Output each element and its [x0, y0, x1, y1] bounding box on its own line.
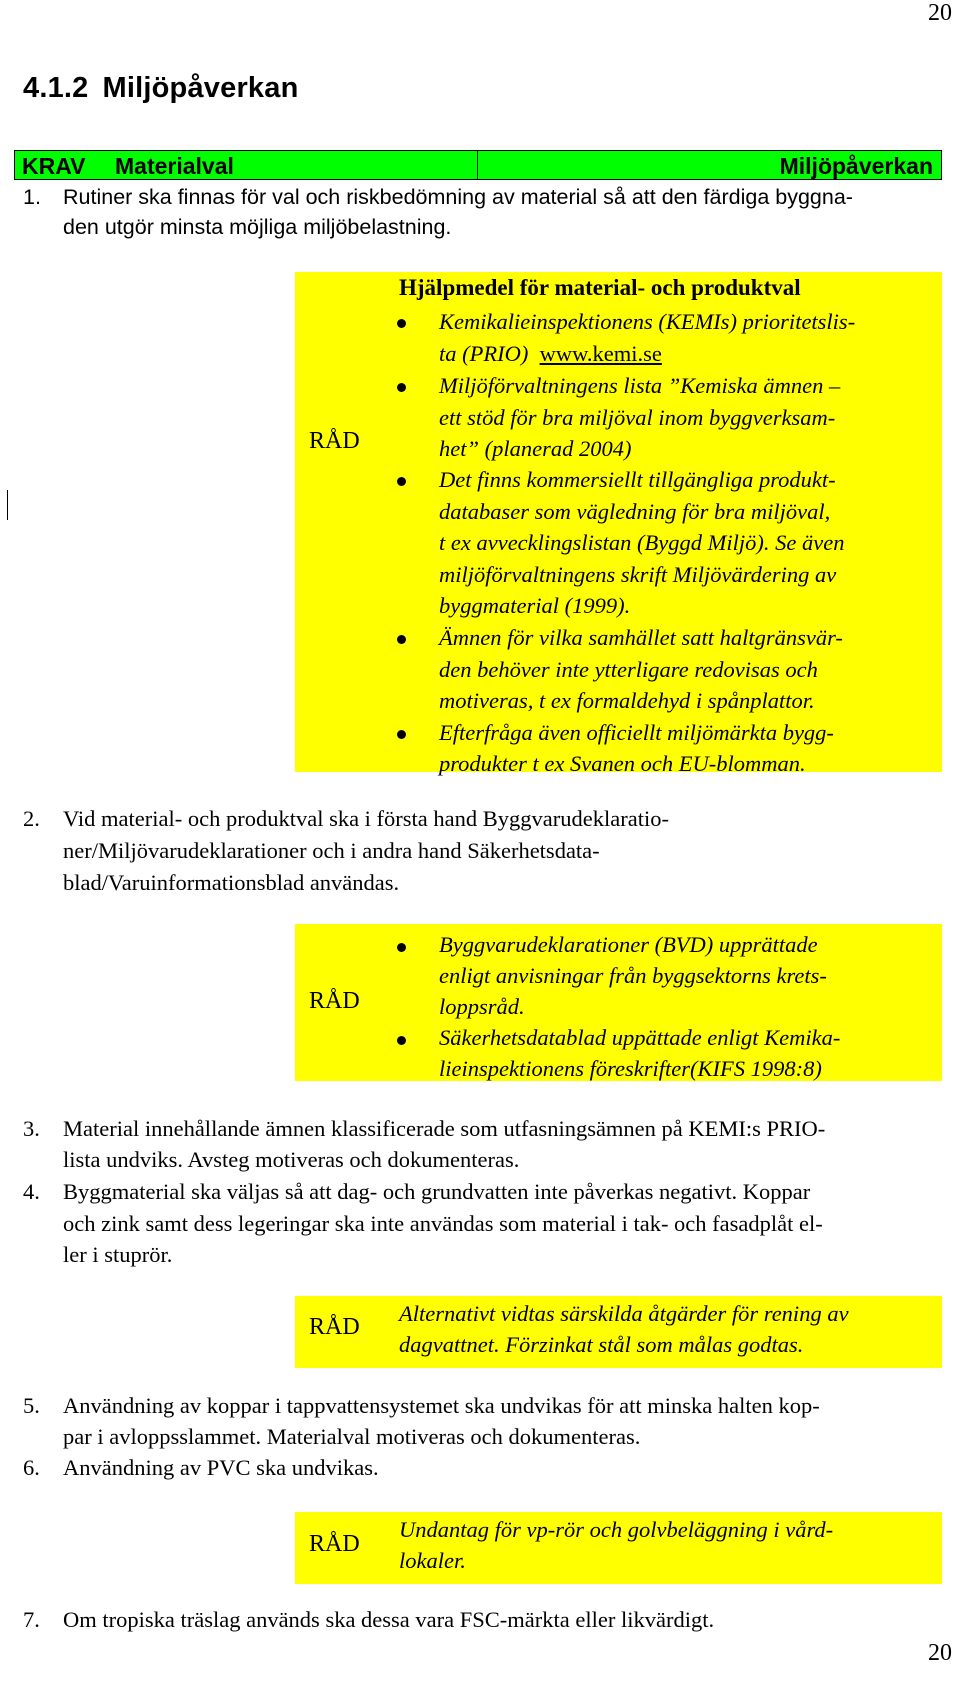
advice-label: RÅD [309, 428, 360, 454]
advice-label: RÅD [309, 1314, 360, 1340]
advice-line: dagvattnet. Förzinkat stål som målas godtas. [399, 1332, 804, 1357]
advice-line: Säkerhetsdatablad uppättade enligt Kemika- [439, 1025, 841, 1050]
item-number: 6. [23, 1455, 40, 1480]
advice-line: databaser som vägledning för bra miljöval, [439, 499, 831, 524]
advice-line: enligt anvisningar från byggsektorns krets- [439, 963, 827, 988]
item-number: 2. [23, 806, 40, 831]
item-number: 3. [23, 1116, 40, 1141]
advice-line: lokaler. [399, 1548, 466, 1573]
item-number: 1. [23, 185, 41, 209]
advice-line: Alternativt vidtas särskilda åtgärder för rening av [399, 1301, 849, 1326]
advice-label: RÅD [309, 1531, 360, 1557]
advice-line: lieinspektionens föreskrifter(KIFS 1998:8) [439, 1056, 822, 1081]
krav-divider [477, 151, 478, 179]
bullet-icon [397, 943, 406, 952]
item-line: blad/Varuinformationsblad användas. [63, 870, 400, 895]
bullet-icon [397, 1036, 406, 1045]
item-line: ner/Miljövarudeklarationer och i andra hand Säkerhetsdata- [63, 838, 600, 863]
advice-line: Byggvarudeklarationer (BVD) upprättade [439, 932, 818, 957]
item-line: Användning av koppar i tappvattensystemet ska undvikas för att minska halten kop- [63, 1393, 820, 1418]
item-line: Användning av PVC ska undvikas. [63, 1455, 379, 1480]
item-line: ler i stuprör. [63, 1242, 173, 1267]
item-line: Material innehållande ämnen klassificerade som utfasningsämnen på KEMI:s PRIO- [63, 1116, 826, 1141]
advice-line: Ämnen för vilka samhället satt haltgränsvär- [439, 625, 843, 650]
advice-line: byggmaterial (1999). [439, 593, 631, 618]
section-title: Miljöpåverkan [102, 72, 299, 104]
item-line: Om tropiska träslag används ska dessa vara FSC-märkta eller likvärdigt. [63, 1607, 715, 1632]
item-line: lista undviks. Avsteg motiveras och dokumenteras. [63, 1147, 520, 1172]
item-line: Vid material- och produktval ska i första hand Byggvarudeklaratio- [63, 806, 669, 831]
advice-line: motiveras, t ex formaldehyd i spånplattor. [439, 688, 815, 713]
advice-line: Miljöförvaltningens lista ”Kemiska ämnen – [439, 373, 841, 398]
requirement-item-6 [23, 1452, 943, 1484]
advice-line: Kemikalieinspektionens (KEMIs) prioritetslis- [439, 309, 856, 334]
advice-line: t ex avvecklingslistan (Byggd Miljö). Se även [439, 530, 845, 555]
advice-line: ta (PRIO) www.kemi.se [439, 341, 662, 366]
advice-line: Undantag för vp-rör och golvbeläggning i vård- [399, 1517, 834, 1542]
advice-line: miljöförvaltningens skrift Miljövärdering av [439, 562, 837, 587]
item-line: par i avloppsslammet. Materialval motiveras och dokumenteras. [63, 1424, 641, 1449]
advice-line: loppsråd. [439, 994, 525, 1019]
section-heading [23, 72, 299, 105]
kemi-link[interactable]: www.kemi.se [539, 341, 662, 366]
item-line: Byggmaterial ska väljas så att dag- och grundvatten inte påverkas negativt. Koppar [63, 1179, 811, 1204]
advice-line: Det finns kommersiellt tillgängliga produkt- [439, 467, 836, 492]
section-number: 4.1.2 [23, 72, 89, 104]
item-line: den utgör minsta möjliga miljöbelastning. [63, 215, 452, 239]
advice-line: ett stöd för bra miljöval inom byggverksam- [439, 405, 836, 430]
bullet-icon [397, 383, 406, 392]
advice-line: produkter t ex Svanen och EU-blomman. [439, 751, 806, 776]
krav-aspect: Miljöpåverkan [779, 153, 933, 179]
advice-line: Efterfråga även officiellt miljömärkta bygg- [439, 720, 834, 745]
requirement-item-1 [23, 182, 943, 244]
item-line: och zink samt dess legeringar ska inte användas som material i tak- och fasadplåt el- [63, 1211, 823, 1236]
requirement-item-4 [23, 1176, 943, 1271]
requirement-item-2 [23, 803, 943, 898]
bullet-icon [397, 477, 406, 486]
item-number: 7. [23, 1607, 40, 1632]
requirement-item-7 [23, 1604, 943, 1636]
item-line: Rutiner ska finnas för val och riskbedömning av material så att den färdiga byggna- [63, 185, 853, 209]
advice-line: het” (planerad 2004) [439, 436, 632, 461]
bullet-icon [397, 635, 406, 644]
requirement-item-5 [23, 1390, 943, 1454]
bullet-icon [397, 319, 406, 328]
item-number: 5. [23, 1393, 40, 1418]
page-number-top: 20 [928, 0, 952, 26]
krav-category: Materialval [115, 153, 234, 179]
change-bar [7, 490, 8, 520]
krav-bar [14, 150, 942, 180]
bullet-icon [397, 730, 406, 739]
advice-label: RÅD [309, 988, 360, 1014]
page-number-bottom: 20 [928, 1640, 952, 1666]
krav-label: KRAV [22, 153, 86, 179]
item-number: 4. [23, 1179, 40, 1204]
advice-line: den behöver inte ytterligare redovisas och [439, 657, 818, 682]
requirement-item-3 [23, 1113, 943, 1177]
advice-header: Hjälpmedel för material- och produktval [399, 275, 801, 300]
